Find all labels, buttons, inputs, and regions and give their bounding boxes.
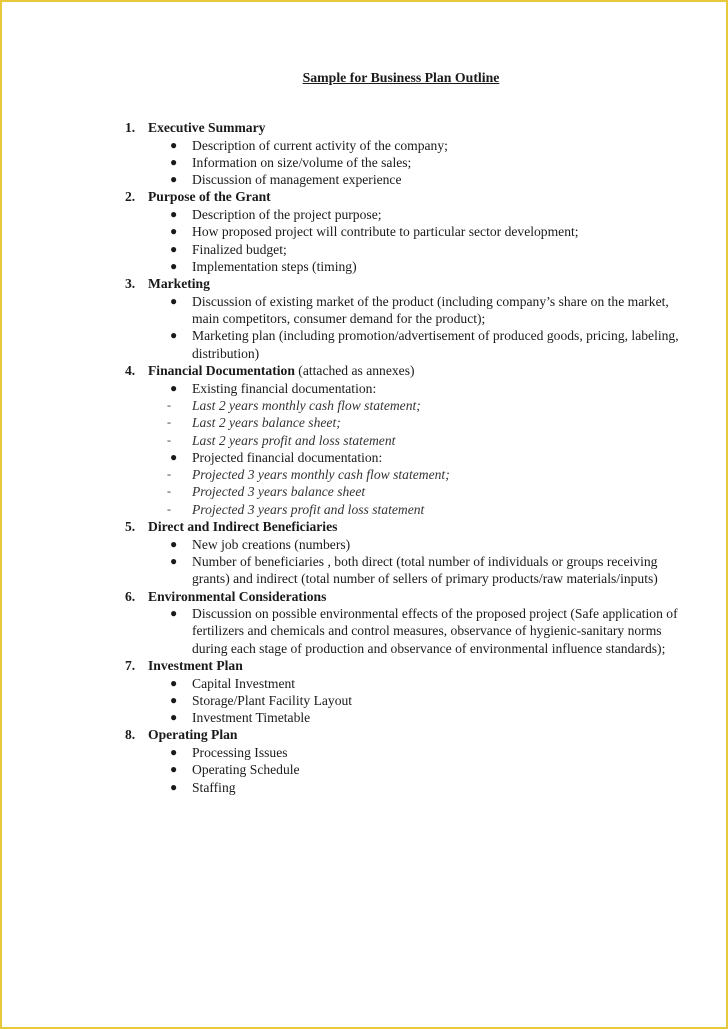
- section-heading: [125, 362, 685, 380]
- bullet-icon: ●: [170, 137, 178, 152]
- sub-list-item: [125, 466, 685, 483]
- item-text: Marketing plan (including promotion/advertisement of produced goods, pricing, labeling, distribution): [192, 328, 679, 361]
- section-title: Operating Plan: [148, 727, 238, 743]
- section-number: 3.: [125, 276, 136, 292]
- bullet-icon: ●: [170, 207, 178, 222]
- outline-section: [125, 188, 685, 275]
- item-text: Existing financial documentation:: [192, 380, 377, 396]
- section-heading: [125, 588, 685, 606]
- section-heading: [125, 518, 685, 536]
- section-title: Direct and Indirect Beneficiaries: [148, 519, 338, 535]
- sub-list-item: [125, 483, 685, 500]
- outline-section: [125, 119, 685, 188]
- section-number: 8.: [125, 727, 136, 743]
- bullet-icon: ●: [170, 224, 178, 239]
- item-text: Information on size/volume of the sales;: [192, 154, 412, 170]
- section-items: [125, 380, 685, 518]
- list-item: [125, 293, 685, 328]
- bullet-icon: ●: [170, 449, 178, 464]
- section-items: [125, 605, 685, 657]
- list-item: [125, 241, 685, 258]
- document-title: Sample for Business Plan Outline: [302, 70, 500, 85]
- sub-list-item: [125, 432, 685, 449]
- item-text: Last 2 years balance sheet;: [192, 415, 341, 431]
- section-heading: [125, 119, 685, 137]
- section-heading: [125, 657, 685, 675]
- list-item: [125, 171, 685, 188]
- bullet-icon: ●: [170, 710, 178, 725]
- section-title: Environmental Considerations: [148, 588, 327, 604]
- list-item: [125, 675, 685, 692]
- item-text: Projected 3 years profit and loss statement: [192, 501, 425, 517]
- item-text: Description of the project purpose;: [192, 207, 382, 223]
- item-text: Last 2 years monthly cash flow statement;: [192, 397, 421, 413]
- section-number: 4.: [125, 363, 136, 379]
- sub-list-item: [125, 397, 685, 414]
- bullet-icon: ●: [170, 675, 178, 690]
- outline-section: [125, 657, 685, 726]
- list-item: [125, 761, 685, 778]
- sub-list-item: [125, 501, 685, 518]
- item-text: Processing Issues: [192, 745, 288, 761]
- list-item: [125, 779, 685, 796]
- outline-section: [125, 275, 685, 362]
- section-number: 6.: [125, 588, 136, 604]
- item-text: Projected 3 years balance sheet: [192, 484, 366, 500]
- dash-icon: -: [167, 467, 171, 482]
- item-text: Staffing: [192, 779, 236, 795]
- list-item: [125, 206, 685, 223]
- section-number: 2.: [125, 189, 136, 205]
- item-text: Last 2 years profit and loss statement: [192, 432, 396, 448]
- section-items: [125, 206, 685, 275]
- item-text: Discussion of management experience: [192, 172, 402, 188]
- item-text: Storage/Plant Facility Layout: [192, 692, 353, 708]
- item-text: Investment Timetable: [192, 710, 311, 726]
- item-text: How proposed project will contribute to particular sector development;: [192, 224, 579, 240]
- section-items: [125, 137, 685, 189]
- dash-icon: -: [167, 397, 171, 412]
- item-text: Operating Schedule: [192, 762, 300, 778]
- list-item: [125, 327, 685, 362]
- section-title: Purpose of the Grant: [148, 189, 271, 205]
- section-title: Marketing: [148, 276, 210, 292]
- section-items: [125, 536, 685, 588]
- sub-list-item: [125, 414, 685, 431]
- list-item: [125, 605, 685, 657]
- bullet-icon: ●: [170, 553, 178, 568]
- dash-icon: -: [167, 415, 171, 430]
- section-number: 5.: [125, 519, 136, 535]
- bullet-icon: ●: [170, 606, 178, 621]
- dash-icon: -: [167, 484, 171, 499]
- outline-section: [125, 726, 685, 795]
- bullet-icon: ●: [170, 536, 178, 551]
- item-text: Discussion of existing market of the product (including company’s share on the market, main competitors, consumer demand for the product);: [192, 293, 669, 327]
- section-items: [125, 293, 685, 362]
- list-item: [125, 709, 685, 726]
- list-item: [125, 137, 685, 154]
- outline-section: [125, 362, 685, 518]
- item-text: Description of current activity of the company;: [192, 137, 448, 153]
- list-item: [125, 380, 685, 397]
- bullet-icon: ●: [170, 154, 178, 169]
- list-item: [125, 536, 685, 553]
- list-item: [125, 449, 685, 466]
- list-item: [125, 744, 685, 761]
- section-items: [125, 744, 685, 796]
- outline-section: [125, 588, 685, 657]
- bullet-icon: ●: [170, 241, 178, 256]
- section-title: Executive Summary: [148, 120, 266, 135]
- item-text: Number of beneficiaries , both direct (total number of individuals or groups receiving grants) and indirect (total number of sellers of primary products/raw materials/inputs): [192, 553, 658, 587]
- section-title: Financial Documentation: [148, 363, 295, 379]
- section-title: Investment Plan: [148, 657, 243, 673]
- item-text: Capital Investment: [192, 675, 296, 691]
- list-item: [125, 692, 685, 709]
- section-note: (attached as annexes): [298, 363, 415, 379]
- dash-icon: -: [167, 501, 171, 516]
- bullet-icon: ●: [170, 779, 178, 794]
- bullet-icon: ●: [170, 762, 178, 777]
- bullet-icon: ●: [170, 692, 178, 707]
- section-heading: [125, 275, 685, 293]
- bullet-icon: ●: [170, 328, 178, 343]
- bullet-icon: ●: [170, 293, 178, 308]
- bullet-icon: ●: [170, 172, 178, 187]
- item-text: Discussion on possible environmental effects of the proposed project (Safe application of fertilizers and chemicals and control measures, observance of hygienic-sanitary norms during each stage of production and observance of environmental influence standards);: [192, 606, 678, 656]
- bullet-icon: ●: [170, 380, 178, 395]
- item-text: Projected financial documentation:: [192, 449, 383, 465]
- outline-list: [125, 119, 685, 796]
- section-heading: [125, 188, 685, 206]
- list-item: [125, 223, 685, 240]
- item-text: New job creations (numbers): [192, 536, 351, 552]
- list-item: [125, 258, 685, 275]
- item-text: Projected 3 years monthly cash flow statement;: [192, 467, 450, 483]
- section-number: 1.: [125, 120, 136, 135]
- dash-icon: -: [167, 432, 171, 447]
- section-number: 7.: [125, 657, 136, 673]
- list-item: [125, 553, 685, 588]
- item-text: Finalized budget;: [192, 241, 287, 257]
- outline-section: [125, 518, 685, 587]
- section-items: [125, 675, 685, 727]
- list-item: [125, 154, 685, 171]
- item-text: Implementation steps (timing): [192, 258, 357, 274]
- bullet-icon: ●: [170, 745, 178, 760]
- bullet-icon: ●: [170, 258, 178, 273]
- section-heading: [125, 726, 685, 744]
